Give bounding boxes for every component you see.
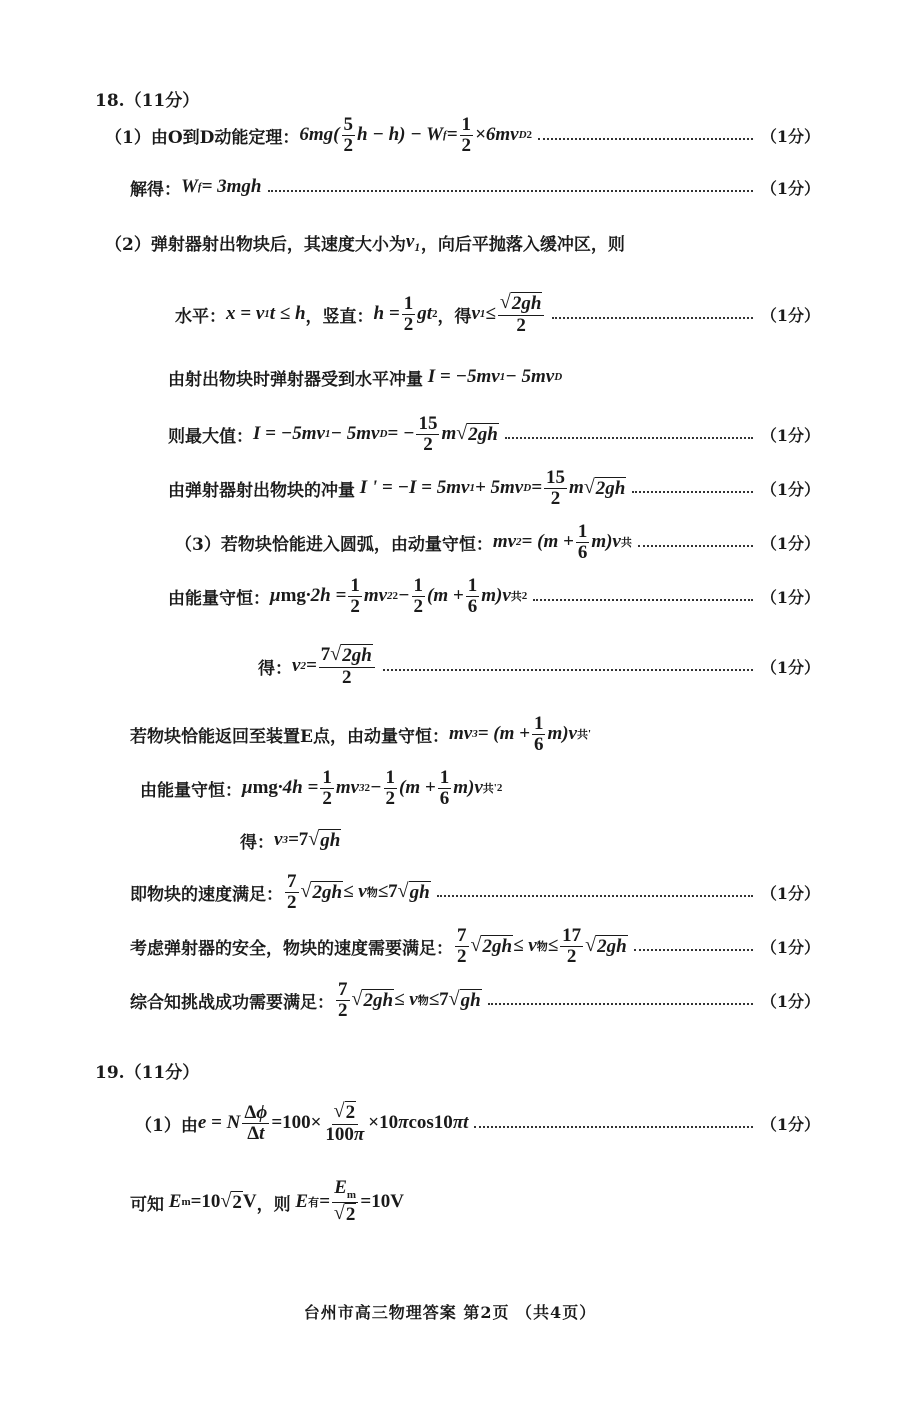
q19-line-1: （1）由 e = N $\frac{\Delta\phi}{\Delta t}$ = 100× √ 2 100π ×10 π cos10 πt （1分） [135,1100,820,1145]
q19-heading: 19.（11分） [95,1063,200,1083]
page-footer: 台州市高三物理答案 第2页 （共4页） [303,1303,597,1322]
formula-wf: W f = 3mgh [181,176,262,197]
q18-line-impulse: 由射出物块时弹射器受到水平冲量 I = −5mv 1 − 5mv D [168,366,563,390]
q18-heading: 18.（11分） [95,91,200,111]
q19-line-2: 可知 E m =10 √ 2 V ，则 E 有 = $E_m$ √ 2 =10V [130,1177,404,1225]
q18-line-return: 若物块恰能返回至装置E点，由动量守恒： mv 3 = (m + $\frac{1}{6}$ m)v 共 ' [130,712,592,755]
q18-line-projectile: 水平： x = v 1 t ≤ h ，竖直： h = $\frac{1}{2}$ gt 2 ，得 v 1 ≤ √ 2gh 2 （1分） [175,291,820,336]
q18-line-energy2: 由能量守恒： μ mg ·4h = $\frac{1}{2}$ mv 3 2 − $\frac{1}{2}$ (m + $\frac{1}{6}$ m)v 共 '2 [140,766,503,809]
formula-kinetic-theorem: 6mg( $\frac{5}{2}$ h − h) − W f = $\frac{1}{2}$ ×6mv D 2 [299,113,533,156]
q18-line-max: 则最大值： I = −5mv 1 − 5mv D = − $\frac{15}{2}$ m √ 2gh （1分） [168,412,820,455]
q18-line-v3: 得： v 3 = 7 √ gh [240,827,341,853]
q18-line-energy: 由能量守恒： μ mg ·2h = $\frac{1}{2}$ mv 2 2 − $\frac{1}{2}$ (m + $\frac{1}{6}$ m)v 共 2 （1分） [168,574,820,617]
q18-part2-intro: （2）弹射器射出物块后，其速度大小为 v₁ ，向后平抛落入缓冲区，则 [105,231,625,255]
q18-line-speed: 即物块的速度满足： $\frac{7}{2}$ √ 2gh ≤ v 物 ≤ 7 √ gh （1分） [130,870,820,913]
q18-line-1: （1）由O到D动能定理： 6mg( $\frac{5}{2}$ h − h) − W f = $\frac{1}{2}$ ×6mv D 2 （1分） [105,113,820,156]
q18-line-2: 解得： W f = 3mgh （1分） [130,176,820,200]
q18-line-part3: （3）若物块恰能进入圆弧，由动量守恒： mv 2 = (m + $\frac{1}{6}$ m)v 共 （1分） [175,520,820,563]
q18-line-safety: 考虑弹射器的安全，物块的速度需要满足： $\frac{7}{2}$ √ 2gh ≤ v 物 ≤ $\frac{17}{2}$ √ 2gh （1分） [130,924,820,967]
q18-line-impulse2: 由弹射器射出物块的冲量 I ' = −I = 5mv 1 + 5mv D = $\frac{15}{2}$ m √ 2gh （1分） [168,466,820,509]
q18-line-combine: 综合知挑战成功需要满足： $\frac{7}{2}$ √ 2gh ≤ v 物 ≤ 7 √ gh （1分） [130,978,820,1021]
q18-line-v2: 得： v 2 = 7 √ 2gh 2 （1分） [258,643,820,688]
